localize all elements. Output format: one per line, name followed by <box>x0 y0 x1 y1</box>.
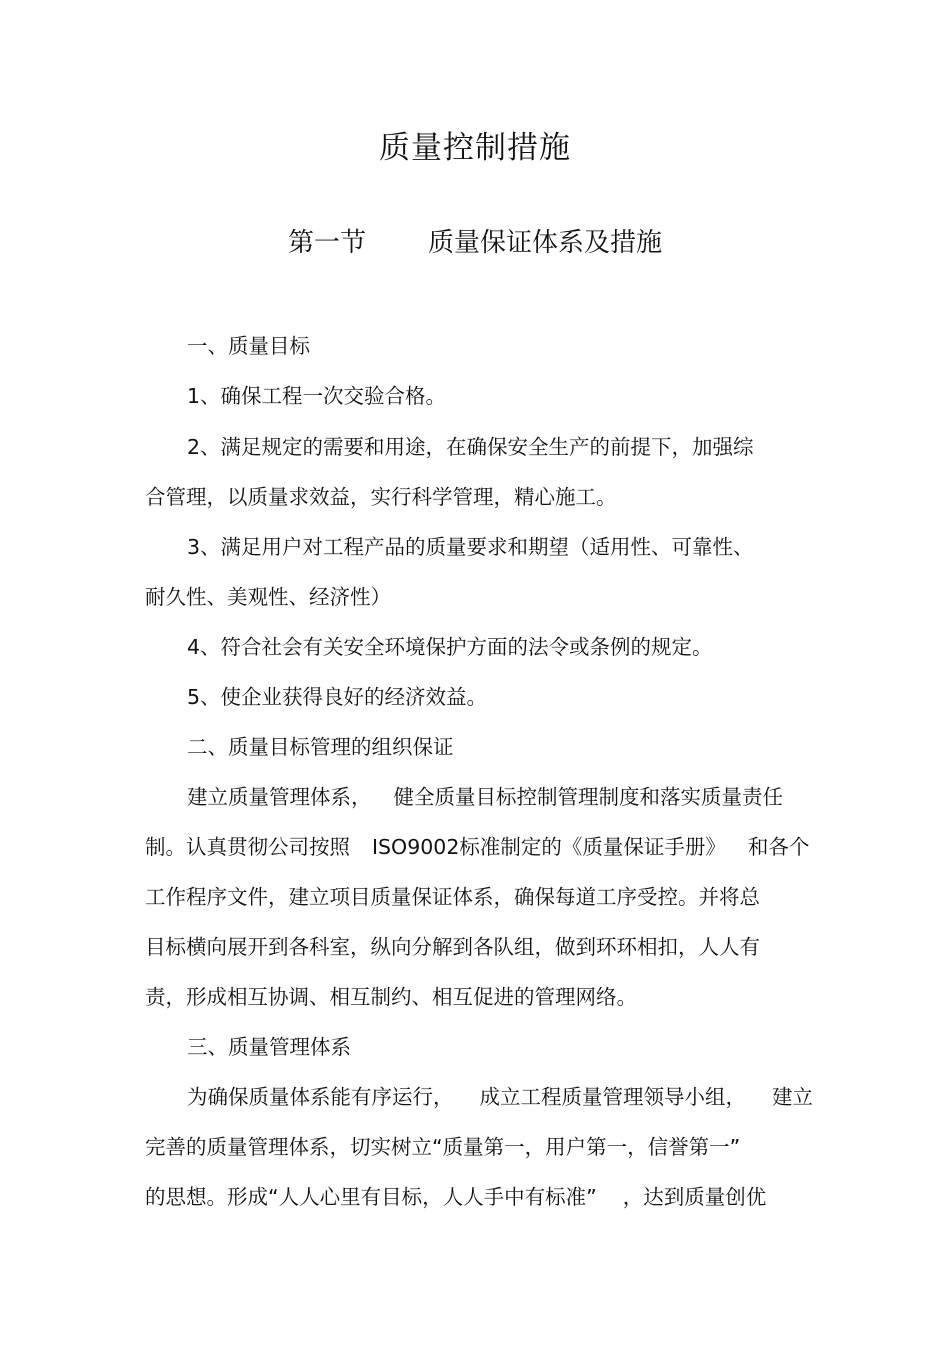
paragraph-line: 2、满足规定的需要和用途，在确保安全生产的前提下，加强综 <box>187 435 754 459</box>
text-run: ISO9002标准制定的《质量保证手册》 <box>372 835 726 859</box>
paragraph-line <box>145 1180 766 1210</box>
text-run: 制。认真贯彻公司按照 <box>145 835 350 859</box>
text-run: 为确保质量体系能有序运行， <box>187 1085 454 1109</box>
paragraph-line: 工作程序文件，建立项目质量保证体系，确保每道工序受控。并将总 <box>145 885 760 909</box>
heading-organization: 二、质量目标管理的组织保证 <box>187 735 454 759</box>
text-run: 健全质量目标控制管理制度和落实质量责任 <box>393 785 783 809</box>
paragraph-line: 完善的质量管理体系，切实树立“质量第一，用户第一，信誉第一” <box>145 1135 741 1159</box>
paragraph-line: 目标横向展开到各科室，纵向分解到各队组，做到环环相扣，人人有 <box>145 935 760 959</box>
heading-quality-goals: 一、质量目标 <box>187 334 310 358</box>
text-run: 建立质量管理体系， <box>187 785 372 809</box>
paragraph-line <box>187 780 783 810</box>
paragraph-line: 责，形成相互协调、相互制约、相互促进的管理网络。 <box>145 985 637 1009</box>
text-run: 成立工程质量管理领导小组， <box>479 1085 746 1109</box>
paragraph-line <box>187 1080 813 1110</box>
text-run: 和各个 <box>747 835 810 859</box>
section-title: 质量保证体系及措施 <box>428 228 663 258</box>
paragraph-line: 合管理，以质量求效益，实行科学管理，精心施工。 <box>145 485 617 509</box>
section-heading <box>0 222 950 259</box>
text-run: 的思想。形成“人人心里有目标，人人手中有标准” <box>145 1185 597 1209</box>
heading-quality-system: 三、质量管理体系 <box>187 1035 351 1059</box>
paragraph-line: 3、满足用户对工程产品的质量要求和期望（适用性、可靠性、 <box>187 535 754 559</box>
paragraph-line: 1、确保工程一次交验合格。 <box>187 384 447 408</box>
text-run: 建立 <box>772 1085 813 1109</box>
paragraph-line <box>145 830 809 860</box>
paragraph-line: 4、符合社会有关安全环境保护方面的法令或条例的规定。 <box>187 635 713 659</box>
section-number: 第一节 <box>287 228 366 258</box>
paragraph-line: 5、使企业获得良好的经济效益。 <box>187 685 488 709</box>
text-run: ，达到质量创优 <box>622 1185 767 1209</box>
paragraph-line: 耐久性、美观性、经济性） <box>145 585 391 609</box>
document-title: 质量控制措施 <box>379 130 571 166</box>
